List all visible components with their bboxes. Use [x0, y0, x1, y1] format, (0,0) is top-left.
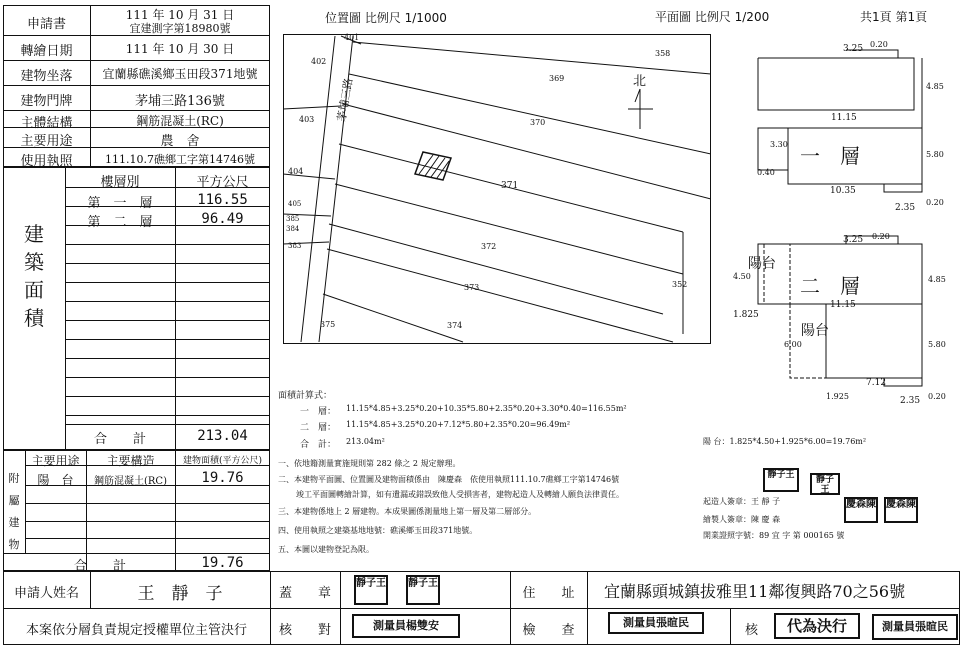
calc-line1: 11.15*4.85+3.25*0.20+10.35*5.80+2.35*0.20+3.30*0.40=116.55m² [346, 404, 627, 413]
dim: 0.40 [757, 168, 775, 177]
area-row-line [65, 396, 270, 397]
approve-stamp: 代為決行 [774, 613, 860, 639]
calc-line2: 11.15*4.85+3.25*0.20+7.12*5.80+2.35*0.20=96.49m² [346, 420, 571, 429]
footer-col [587, 571, 588, 645]
parcel-label: 385 [286, 215, 300, 223]
calc-line1-label: 一 層： [300, 407, 337, 417]
att-row-struct: 鋼筋混凝土(RC) [94, 476, 167, 487]
parcel-label: 403 [299, 115, 315, 124]
att-side-2: 屬 [8, 494, 20, 507]
note-5: 四、使用執照之建築基地地號：礁溪鄉玉田段371地號。 [278, 526, 478, 535]
dim: 1.925 [826, 392, 849, 401]
owner-sign-label: 起造人簽章：王 靜 子 [703, 497, 781, 506]
note-2: 二、本建物平面圖、位置圖及建物面積係由 陳慶森 依使用執照111.10.7礁鄉工字第14746號 [278, 475, 620, 484]
balcony-text: 陽台 [748, 256, 776, 272]
seal-stamp-2: 靜子王 [406, 575, 440, 605]
address: 宜蘭縣頭城鎮拔雅里11鄰復興路70之56號 [604, 582, 906, 601]
drawer-stamp: 慶森陳 [844, 497, 878, 523]
approve-label: 核 [745, 623, 759, 638]
dim: 0.20 [928, 392, 946, 401]
dim: 1.825 [733, 310, 759, 320]
att-side-4: 物 [8, 538, 20, 551]
balcony-label-left [748, 255, 776, 273]
inspect-stamp: 測量員張暄民 [608, 612, 704, 634]
calc-line2-label: 二 層： [300, 423, 337, 433]
att-total-label: 合 計 [73, 559, 126, 574]
floor-2-label: 第 二 層 [87, 215, 153, 230]
dim: 7.12 [866, 378, 887, 388]
footer-note: 本案依分層負責規定授權單位主管決行 [25, 623, 247, 638]
col-line [175, 167, 176, 450]
calc-balcony: 陽 台：1.825*4.50+1.925*6.00=19.76m² [703, 437, 867, 446]
parcel-label: 371 [501, 181, 519, 191]
att-row-use: 陽 台 [37, 473, 74, 487]
door: 茅埔三路136號 [135, 94, 225, 109]
dim: 3.25 [843, 44, 864, 54]
north-arrow-icon [628, 89, 653, 129]
parcel-label: 374 [447, 321, 463, 330]
area-row-line [65, 244, 270, 245]
dim: 4.50 [733, 272, 751, 281]
att-col-use: 主要用途 [31, 454, 80, 468]
floor-1-area: 116.55 [197, 192, 248, 208]
att-row-line [25, 503, 270, 504]
drawer-stamp-2: 慶森陳 [884, 497, 918, 523]
parcel-label: 352 [672, 280, 688, 289]
dim: 10.35 [830, 186, 856, 196]
structure: 鋼筋混凝土(RC) [136, 114, 224, 128]
dim: 0.20 [870, 40, 888, 49]
area-row-line [65, 301, 270, 302]
area-side-4: 積 [24, 306, 44, 330]
use-label: 主要用途 [20, 134, 73, 149]
note-4: 三、本建物係地上 2 層建物。本成果圖係測量地上第一層及第二層部分。 [278, 507, 537, 516]
parcel-label: 358 [655, 49, 671, 58]
use: 農 舍 [160, 134, 200, 149]
att-side-3: 建 [8, 516, 20, 529]
location-label: 建物坐落 [20, 69, 73, 84]
dim: 6.00 [784, 340, 802, 349]
row-line [3, 85, 270, 86]
area-row-line [65, 424, 270, 425]
parcel-label: 375 [320, 320, 336, 329]
north-label: 北 [633, 74, 647, 89]
dim: 11.15 [831, 113, 857, 123]
parcel-label: 404 [288, 167, 304, 176]
dim: 4.85 [926, 82, 944, 91]
floor-2-area: 96.49 [201, 211, 244, 227]
cert-label: 開業證照字號：89 宜 字 第 000165 號 [703, 531, 845, 540]
structure-label: 主體結構 [20, 116, 73, 131]
note-6: 五、本圖以建物登記為限。 [278, 545, 374, 554]
area-row-line [65, 358, 270, 359]
calc-total-label: 合 計： [300, 440, 337, 450]
area-side-3: 面 [24, 278, 44, 302]
area-row-line [65, 320, 270, 321]
parcel-label: 405 [288, 200, 302, 208]
parcel-label: 373 [464, 283, 480, 292]
balcony-text: 陽台 [801, 323, 829, 339]
att-row-line [25, 538, 270, 539]
att-col-area: 建物面積(平方公尺) [182, 456, 263, 466]
dim: 3.30 [770, 140, 788, 149]
floor-plan-title: 平面圖 比例尺 1/200 [655, 10, 770, 24]
col-area-header: 平方公尺 [196, 175, 249, 190]
check-label: 核 對 [278, 623, 331, 638]
footer-col [340, 571, 341, 645]
att-total: 19.76 [201, 555, 244, 571]
footer-col [730, 608, 731, 645]
att-row-area: 19.76 [201, 470, 244, 486]
road-label: 茅埔三路 [334, 77, 356, 123]
dim: 0.20 [926, 198, 944, 207]
floor1-label: 一 層 [800, 144, 860, 168]
att-side-1: 附 [8, 472, 20, 485]
dim: 5.80 [926, 150, 944, 159]
draw-date: 111 年 10 月 30 日 [125, 42, 235, 56]
dim: 3.25 [843, 235, 864, 245]
parcel-label: 369 [549, 74, 565, 83]
owner-stamp: 靜子王 [763, 468, 799, 492]
license-label: 使用執照 [20, 154, 73, 169]
dim: 11.15 [830, 300, 856, 310]
area-row-line [65, 415, 270, 416]
area-total: 213.04 [197, 428, 248, 444]
att-col-struct: 主要構造 [106, 454, 155, 468]
location: 宜蘭縣礁溪鄉玉田段371地號 [102, 67, 258, 81]
drawer-sign-label: 繪製人簽章：陳 慶 森 [703, 515, 781, 524]
balcony-label-bottom [801, 320, 829, 340]
footer-row-line [3, 608, 960, 609]
door-label: 建物門牌 [20, 94, 73, 109]
license: 111.10.7礁鄉工字第14746號 [105, 153, 255, 166]
area-row-line [65, 263, 270, 264]
note-1: 一、依地籍測量實施規則第 282 條之 2 規定辦理。 [278, 459, 461, 468]
floor-1-label: 第 一 層 [87, 196, 153, 211]
location-plan-title: 位置圖 比例尺 1/1000 [325, 11, 447, 25]
applicant-name: 王 靜 子 [137, 584, 223, 604]
dim: 4.85 [928, 275, 946, 284]
att-row-line [25, 521, 270, 522]
parcel-label: 383 [288, 242, 302, 250]
app-no-label: 申請書 [26, 17, 66, 32]
seal-stamp-1: 靜子王 [354, 575, 388, 605]
dim: 0.20 [872, 232, 890, 241]
seal-label: 蓋 章 [278, 586, 331, 601]
dim: 2.35 [900, 396, 921, 406]
parcel-label: 384 [286, 225, 300, 233]
parcel-label: 372 [481, 242, 497, 251]
app-no-date: 111 年 10 月 31 日 [125, 8, 235, 22]
area-side-1: 建 [24, 222, 44, 246]
area-row-line [65, 339, 270, 340]
applicant-label: 申請人姓名 [13, 586, 79, 601]
owner-stamp-2: 靜子王 [810, 473, 840, 495]
draw-date-label: 轉繪日期 [20, 44, 73, 59]
parcel-label: 370 [530, 118, 546, 127]
parcel-label: 401 [344, 33, 360, 42]
row-line [3, 110, 270, 111]
page-count: 共1頁 第1頁 [860, 10, 928, 24]
last-stamp: 測量員張暄民 [872, 614, 958, 640]
address-label: 住 址 [522, 586, 575, 601]
row-line [3, 60, 270, 61]
att-row-line [3, 553, 270, 554]
area-row-line [65, 377, 270, 378]
area-side-2: 築 [24, 250, 44, 274]
parcel-label: 402 [311, 57, 327, 66]
dim: 2.35 [895, 203, 916, 213]
area-row-line [65, 282, 270, 283]
floor2-label: 二 層 [800, 274, 860, 298]
area-total-label: 合 計 [93, 432, 146, 447]
calc-total: 213.04m² [346, 437, 385, 446]
floor-plan [728, 30, 953, 410]
app-no-number: 宜建測字第18980號 [129, 22, 231, 35]
note-3: 竣工平面圖轉繪計算，如有遺漏或錯誤致他人受損害者，建物起造人及轉繪人願負法律責任。 [296, 490, 624, 499]
col-floor-header: 樓層別 [100, 175, 140, 190]
check-stamp: 測量員楊雙安 [352, 614, 460, 638]
inspect-label: 檢 查 [522, 623, 575, 638]
calc-heading: 面積計算式： [278, 391, 333, 401]
dim: 5.80 [928, 340, 946, 349]
